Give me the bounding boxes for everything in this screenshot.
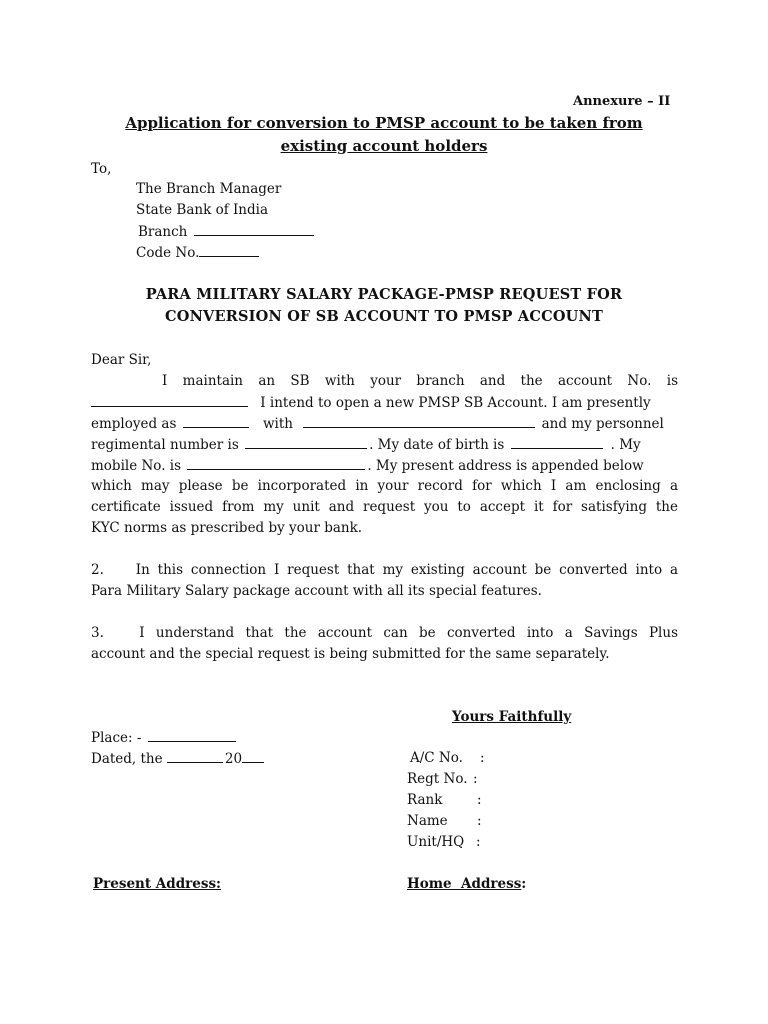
salutation: Dear Sir, <box>91 352 152 368</box>
regt-no-label: Regt No. <box>407 771 468 787</box>
form-title-line2: existing account holders <box>280 137 488 155</box>
request-heading-line1: PARA MILITARY SALARY PACKAGE-PMSP REQUEST FOR <box>145 286 623 303</box>
dated-label: Dated, the <box>91 751 163 767</box>
rank-colon: : <box>477 792 482 808</box>
body-line4 <box>91 436 678 453</box>
body-line6: which may please be incorporated in your record for which I am enclosing a <box>91 478 678 494</box>
home-address-field <box>407 876 526 892</box>
form-title-line1: Application for conversion to PMSP account to be taken from <box>125 114 643 132</box>
dob-label: . My date of birth is <box>369 437 505 453</box>
unit-blank[interactable] <box>303 415 535 428</box>
with-label: with <box>263 416 293 432</box>
employed-as-blank[interactable] <box>183 415 249 428</box>
personnel-label: and my personnel <box>541 416 664 432</box>
request-heading-line2: CONVERSION OF SB ACCOUNT TO PMSP ACCOUNT <box>165 308 603 325</box>
dated-field <box>91 750 266 767</box>
body-line2 <box>91 394 678 411</box>
place-field <box>91 729 238 746</box>
place-label: Place: - <box>91 730 142 746</box>
mobile-blank[interactable] <box>187 457 365 470</box>
para2-number: 2. <box>91 562 104 578</box>
unit-hq-colon: : <box>476 834 481 850</box>
present-address-label: Present Address: <box>93 876 222 892</box>
home-address-label: Home Address <box>407 876 522 892</box>
addressee-line2: State Bank of India <box>136 202 269 218</box>
ac-no-colon: : <box>480 750 485 766</box>
body-line3 <box>91 415 678 432</box>
my-label: . My <box>610 437 641 453</box>
name-colon: : <box>477 813 482 829</box>
body-line1: I maintain an SB with your branch and the account No. is <box>162 373 678 389</box>
regimental-number-label: regimental number is <box>91 437 239 453</box>
dated-year-blank[interactable] <box>242 750 264 763</box>
annexure-label: Annexure – II <box>573 94 671 109</box>
rank-label: Rank <box>407 792 443 808</box>
employed-as-label: employed as <box>91 416 177 432</box>
dated-day-blank[interactable] <box>167 750 223 763</box>
code-field <box>136 244 261 261</box>
para3-text1: I understand that the account can be converted into a Savings Plus <box>139 625 679 641</box>
address-appended-label: . My present address is appended below <box>367 458 644 474</box>
para2-line1 <box>91 562 678 578</box>
ac-no-label: A/C No. <box>410 750 463 766</box>
body-line7: certificate issued from my unit and request you to accept it for satisfying the <box>91 499 678 515</box>
para3-line1 <box>91 625 678 641</box>
branch-blank[interactable] <box>194 223 314 236</box>
to-label: To, <box>91 161 112 177</box>
home-address-colon: : <box>521 876 527 892</box>
name-label: Name <box>407 813 448 829</box>
code-blank[interactable] <box>199 244 259 257</box>
para2-line2: Para Military Salary package account with all its special features. <box>91 583 542 599</box>
body-line2-text: I intend to open a new PMSP SB Account. I am presently <box>260 395 651 411</box>
place-blank[interactable] <box>148 729 236 742</box>
dob-blank[interactable] <box>511 436 603 449</box>
account-no-blank[interactable] <box>91 394 248 407</box>
para2-text1: In this connection I request that my existing account be converted into a <box>135 562 678 578</box>
regimental-number-blank[interactable] <box>245 436 367 449</box>
para3-line2: account and the special request is being submitted for the same separately. <box>91 646 610 662</box>
dated-year: 20 <box>224 751 243 767</box>
body-line5 <box>91 457 678 474</box>
para3-number: 3. <box>91 625 104 641</box>
regt-no-colon: : <box>473 771 478 787</box>
code-label: Code No. <box>136 245 200 261</box>
branch-label: Branch <box>138 224 188 240</box>
branch-field <box>138 223 316 240</box>
mobile-label: mobile No. is <box>91 458 182 474</box>
unit-hq-label: Unit/HQ <box>407 834 465 850</box>
body-line8: KYC norms as prescribed by your bank. <box>91 520 363 536</box>
addressee-line1: The Branch Manager <box>136 181 282 197</box>
yours-faithfully: Yours Faithfully <box>452 709 572 725</box>
